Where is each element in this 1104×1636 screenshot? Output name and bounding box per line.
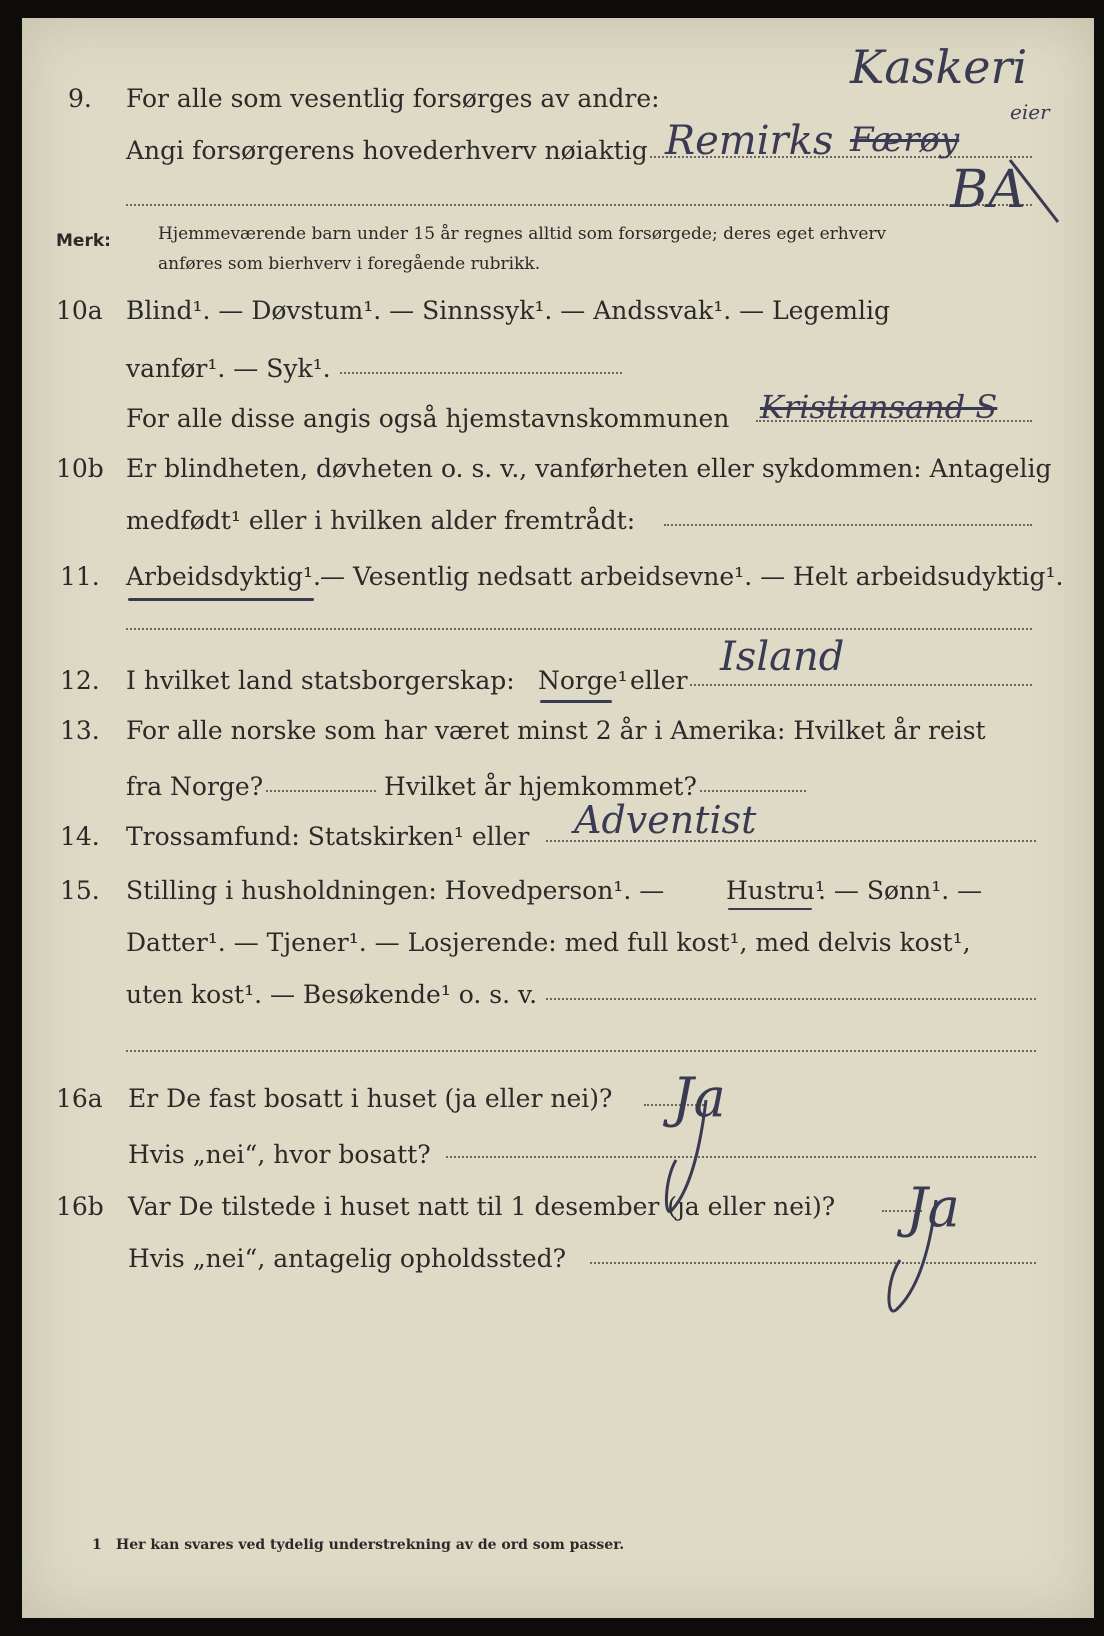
q13-line2-reist: fra Norge? xyxy=(126,772,264,801)
q16b-line1: Var De tilstede i huset natt til 1 desember (ja eller nei)? xyxy=(128,1192,836,1221)
q10a-line2: vanfør¹. — Syk¹. xyxy=(126,354,331,383)
q9-handwritten-answer: Remirks xyxy=(665,118,834,164)
q16a-ja-descender xyxy=(666,1100,706,1212)
q15-line2: Datter¹. — Tjener¹. — Losjerende: med full kost¹, med delvis kost¹, xyxy=(126,928,971,957)
q11-option-arbeidsdyktig: Arbeidsdyktig¹. xyxy=(126,562,321,591)
q14-text: Trossamfund: Statskirken¹ eller xyxy=(126,822,530,851)
q15-number: 15. xyxy=(60,876,100,905)
q12-prefix: I hvilket land statsborgerskap: xyxy=(126,666,515,695)
q14-handwritten-answer: Adventist xyxy=(574,798,757,842)
q11-rest: — Vesentlig nedsatt arbeidsevne¹. — Helt arbeidsudyktig¹. xyxy=(320,562,1064,591)
q12-suffix: eller xyxy=(630,666,688,695)
q15-line1a: Stilling i husholdningen: Hovedperson¹. — xyxy=(126,876,665,905)
q10b-line2: medfødt¹ eller i hvilken alder fremtrådt: xyxy=(126,506,636,535)
q9-line2: Angi forsørgerens hovederhverv nøiaktig xyxy=(126,136,648,165)
q12-handwritten-answer: Island xyxy=(720,634,845,680)
q14-number: 14. xyxy=(60,822,100,851)
footnote-mark: 1 xyxy=(92,1537,102,1553)
q16a-line2: Hvis „nei“, hvor bosatt? xyxy=(128,1140,431,1169)
merk-label: Merk: xyxy=(56,231,111,251)
q10b-number: 10b xyxy=(56,454,104,483)
q13-line2-hjemkommet: Hvilket år hjemkommet? xyxy=(384,772,697,801)
q16b-ja-descender xyxy=(889,1200,936,1311)
q10a-handwritten-struck: Kristiansand S xyxy=(760,388,998,426)
q16a-number: 16a xyxy=(56,1084,103,1113)
q15-line1b: . — Sønn¹. — xyxy=(818,876,983,905)
q9-handwritten-struck: Færøy xyxy=(850,120,960,160)
q9-handwritten-code: BA xyxy=(950,160,1026,220)
q13-line1: For alle norske som har været minst 2 år i Amerika: Hvilket år reist xyxy=(126,716,986,745)
q16a-line1: Er De fast bosatt i huset (ja eller nei)? xyxy=(128,1084,613,1113)
q16b-number: 16b xyxy=(56,1192,104,1221)
q10a-line3: For alle disse angis også hjemstavnskommunen xyxy=(126,404,730,433)
q10b-line1: Er blindheten, døvheten o. s. v., vanførheten eller sykdommen: Antagelig xyxy=(126,454,1052,483)
q10a-number: 10a xyxy=(56,296,103,325)
q12-option-norge: Norge¹ xyxy=(538,666,628,695)
q16b-handwritten-answer: Ja xyxy=(906,1176,960,1239)
q9-number: 9. xyxy=(68,84,92,113)
merk-line2: anføres som bierhverv i foregående rubrikk. xyxy=(158,254,541,274)
q9-code-tail xyxy=(1010,160,1058,222)
q9-line1: For alle som vesentlig forsørges av andre: xyxy=(126,84,660,113)
q9-handwritten-eier: eier xyxy=(1010,100,1050,124)
merk-line1: Hjemmeværende barn under 15 år regnes alltid som forsørgede; deres eget erhverv xyxy=(158,224,887,244)
q12-number: 12. xyxy=(60,666,100,695)
q11-number: 11. xyxy=(60,562,100,591)
q9-handwritten-occupation: Kaskeri xyxy=(850,40,1028,94)
q13-number: 13. xyxy=(60,716,100,745)
footnote-text: Her kan svares ved tydelig understrekning av de ord som passer. xyxy=(116,1537,625,1553)
q15-option-hustru: Hustru¹ xyxy=(726,876,825,905)
q16a-handwritten-answer: Ja xyxy=(672,1066,726,1129)
q16b-line2: Hvis „nei“, antagelig opholdssted? xyxy=(128,1244,567,1273)
q15-line3: uten kost¹. — Besøkende¹ o. s. v. xyxy=(126,980,538,1009)
q10a-line1: Blind¹. — Døvstum¹. — Sinnssyk¹. — Andssvak¹. — Legemlig xyxy=(126,296,890,325)
